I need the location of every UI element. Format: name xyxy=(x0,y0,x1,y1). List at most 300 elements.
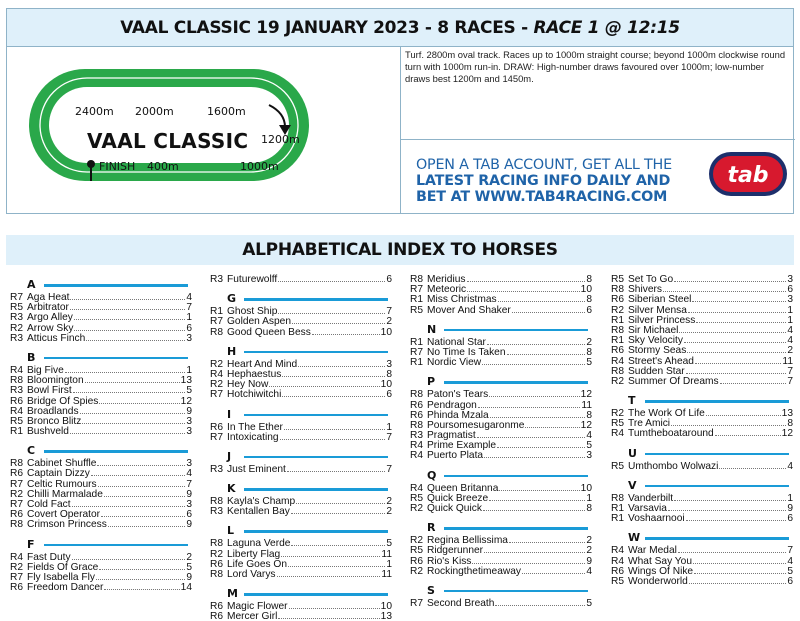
section-letter: T xyxy=(628,394,636,408)
horse-number: 6 xyxy=(787,284,793,296)
dot-leader xyxy=(489,494,585,501)
section-header xyxy=(10,441,192,459)
horse-number: 4 xyxy=(787,324,793,336)
race-number: R7 xyxy=(410,284,424,296)
dot-leader xyxy=(91,469,185,476)
horse-name: Pragmatist xyxy=(427,430,476,442)
race-number: R6 xyxy=(410,555,424,567)
horse-name: Meteoric xyxy=(427,284,467,296)
horse-name: Wonderworld xyxy=(628,575,688,587)
dot-leader xyxy=(74,324,185,331)
horse-name: Second Breath xyxy=(427,597,495,609)
race-number: R1 xyxy=(611,503,625,514)
horse-entry xyxy=(210,390,392,400)
horse-number: 2 xyxy=(586,545,592,557)
horse-entry xyxy=(611,377,793,387)
section-header xyxy=(611,444,793,462)
horse-name: Rio's Kiss xyxy=(427,555,472,567)
horse-name: Big Five xyxy=(27,364,64,376)
dot-leader xyxy=(70,303,185,310)
horse-number: 2 xyxy=(386,316,392,328)
horse-entry xyxy=(410,358,592,368)
horse-name: Quick Quick xyxy=(427,503,482,514)
section-header xyxy=(410,581,592,599)
horse-number: 3 xyxy=(186,415,192,427)
dot-leader xyxy=(688,306,786,313)
horse-number: 5 xyxy=(586,357,592,369)
horse-number: 11 xyxy=(381,569,392,580)
race-header-panel xyxy=(6,8,794,214)
horse-name: Poursomesugaronme xyxy=(427,419,525,431)
dot-leader xyxy=(104,583,179,590)
horse-number: 12 xyxy=(180,395,192,407)
horse-number: 9 xyxy=(186,519,192,531)
race-number: R3 xyxy=(10,332,24,344)
horse-name: National Star xyxy=(427,336,486,348)
horse-name: Bronco Blitz xyxy=(27,415,82,427)
section-letter: K xyxy=(227,482,236,496)
section-rule xyxy=(244,298,388,301)
race-number: R4 xyxy=(10,364,24,376)
race-number: R1 xyxy=(410,336,424,348)
horse-name: Sudden Star xyxy=(628,365,685,377)
horse-name: Lord Varys xyxy=(227,569,276,580)
dot-leader xyxy=(99,563,185,570)
section-header xyxy=(210,342,392,360)
dot-leader xyxy=(483,504,585,511)
dot-leader xyxy=(715,429,781,436)
dot-leader xyxy=(663,285,786,292)
race-number: R5 xyxy=(611,575,625,587)
dot-leader xyxy=(484,451,585,458)
horse-number: 2 xyxy=(186,551,192,563)
horse-name: Life Goes On xyxy=(227,558,288,570)
horse-name: Sir Michael xyxy=(628,324,679,336)
race-number: R8 xyxy=(410,389,424,401)
horse-entry xyxy=(10,334,192,344)
horse-number: 4 xyxy=(586,430,592,442)
race-number: R7 xyxy=(10,292,24,303)
section-rule xyxy=(645,400,789,403)
horse-number: 11 xyxy=(381,548,392,560)
dot-leader xyxy=(467,275,586,282)
horse-number: 6 xyxy=(386,389,392,401)
dot-leader xyxy=(296,497,385,504)
horse-entry xyxy=(210,433,392,443)
horse-number: 9 xyxy=(186,405,192,417)
race-number: R8 xyxy=(210,569,224,580)
horse-name: Heart And Mind xyxy=(227,358,298,370)
race-number: R3 xyxy=(10,385,24,397)
race-number: R6 xyxy=(210,421,224,433)
horse-number: 12 xyxy=(580,389,592,401)
horse-name: Hephaestus xyxy=(227,368,282,380)
dot-leader xyxy=(684,336,786,343)
horse-name: Wings Of Nike xyxy=(628,565,694,577)
dot-leader xyxy=(679,326,786,333)
horse-number: 1 xyxy=(386,558,392,570)
horse-name: Tumtheboataround xyxy=(628,428,714,440)
dot-leader xyxy=(82,417,185,424)
horse-name: Bowl First xyxy=(27,385,72,397)
horse-name: Puerto Plata xyxy=(427,450,484,462)
horse-number: 13 xyxy=(180,375,192,387)
race-number: R7 xyxy=(210,389,224,401)
race-number: R8 xyxy=(611,365,625,377)
dot-leader xyxy=(281,550,380,557)
race-number: R3 xyxy=(210,463,224,475)
section-rule xyxy=(244,456,388,459)
horse-number: 7 xyxy=(386,306,392,318)
horse-number: 12 xyxy=(781,428,793,440)
dot-leader xyxy=(499,484,579,491)
section-header xyxy=(410,518,592,536)
horse-number: 1 xyxy=(787,304,793,316)
dot-leader xyxy=(282,370,385,377)
dot-leader xyxy=(678,546,786,553)
horse-name: Hey Now xyxy=(227,379,269,391)
horse-name: War Medal xyxy=(628,545,677,557)
dot-leader xyxy=(99,397,179,404)
race-number: R7 xyxy=(10,571,24,583)
horse-name: Nordic View xyxy=(427,357,482,369)
horse-entry xyxy=(10,427,192,437)
section-header xyxy=(410,372,592,390)
horse-number: 4 xyxy=(787,555,793,567)
race-number: R4 xyxy=(611,355,625,367)
race-number: R6 xyxy=(10,509,24,521)
section-letter: H xyxy=(227,344,237,358)
horse-name: Quick Breeze xyxy=(427,492,489,504)
horse-entry xyxy=(210,465,392,475)
horse-number: 5 xyxy=(586,440,592,452)
dot-leader xyxy=(719,462,786,469)
race-number: R1 xyxy=(611,335,625,347)
race-number: R2 xyxy=(10,561,24,573)
dot-leader xyxy=(674,494,786,501)
section-letter: N xyxy=(427,322,437,336)
race-number: R6 xyxy=(210,601,224,613)
horse-name: Liberty Flag xyxy=(227,548,281,560)
section-rule xyxy=(444,381,588,384)
race-number: R8 xyxy=(210,538,224,550)
horse-entry xyxy=(210,275,392,285)
dot-leader xyxy=(298,360,385,367)
section-rule xyxy=(244,351,388,354)
section-header xyxy=(210,521,392,539)
horse-name: Stormy Seas xyxy=(628,345,687,357)
race-number: R6 xyxy=(10,395,24,407)
dot-leader xyxy=(288,560,385,567)
race-number: R6 xyxy=(410,409,424,421)
race-number: R2 xyxy=(10,488,24,500)
dot-leader xyxy=(97,459,185,466)
label-2000m: 2000m xyxy=(135,105,174,118)
section-rule xyxy=(44,357,188,360)
horse-number: 3 xyxy=(787,294,793,306)
dot-leader xyxy=(291,539,385,546)
dot-leader xyxy=(467,285,580,292)
horse-number: 2 xyxy=(386,496,392,508)
horse-name: Kentallen Bay xyxy=(227,506,290,518)
horse-number: 6 xyxy=(787,513,793,525)
dot-leader xyxy=(278,275,385,282)
horse-number: 9 xyxy=(186,488,192,500)
horse-number: 8 xyxy=(787,418,793,430)
horse-number: 1 xyxy=(186,312,192,324)
race-number: R4 xyxy=(10,551,24,563)
horse-name: Fields Of Grace xyxy=(27,561,99,573)
horse-name: Prime Example xyxy=(427,440,497,452)
tab-promo[interactable] xyxy=(416,157,672,205)
section-rule xyxy=(44,544,188,547)
horse-name: Silver Princess xyxy=(628,314,696,326)
dot-leader xyxy=(269,380,379,387)
section-header xyxy=(10,348,192,366)
dot-leader xyxy=(482,358,585,365)
race-number: R1 xyxy=(210,306,224,318)
section-spacer xyxy=(611,587,793,591)
horse-number: 8 xyxy=(586,294,592,306)
race-number: R5 xyxy=(611,274,625,285)
horse-name: Siberian Steel xyxy=(628,294,692,306)
race-number: R4 xyxy=(611,545,625,557)
horse-name: The Work Of Life xyxy=(628,408,705,420)
dot-leader xyxy=(287,465,385,472)
horse-number: 14 xyxy=(180,582,192,594)
horse-name: Umthombo Wolwazi xyxy=(628,460,719,472)
section-letter: F xyxy=(27,537,35,551)
horse-name: Laguna Verde xyxy=(227,538,291,550)
race-number: R1 xyxy=(410,294,424,306)
section-letter: P xyxy=(427,375,436,389)
dot-leader xyxy=(98,480,186,487)
race-number: R2 xyxy=(611,375,625,387)
race-number: R6 xyxy=(10,468,24,480)
section-letter: G xyxy=(227,292,237,306)
horse-number: 8 xyxy=(586,274,592,285)
dot-leader xyxy=(512,306,586,313)
dot-leader xyxy=(74,313,185,320)
dot-leader xyxy=(495,599,585,606)
horse-name: Fly Isabella Fly xyxy=(27,571,95,583)
race-number: R1 xyxy=(10,426,24,438)
dot-leader xyxy=(85,376,180,383)
dot-leader xyxy=(104,490,185,497)
dot-leader xyxy=(522,567,585,574)
dot-leader xyxy=(489,390,579,397)
horse-number: 13 xyxy=(781,408,793,420)
dot-leader xyxy=(686,367,787,374)
race-number: R8 xyxy=(10,458,24,470)
horse-number: 5 xyxy=(586,597,592,609)
horse-entry xyxy=(611,514,793,524)
race-number: R1 xyxy=(611,314,625,326)
horse-number: 7 xyxy=(386,463,392,475)
horse-number: 8 xyxy=(586,409,592,421)
horse-entry xyxy=(611,462,793,472)
horse-number: 6 xyxy=(186,509,192,521)
horse-number: 6 xyxy=(186,322,192,334)
horse-number: 7 xyxy=(386,431,392,443)
race-number: R2 xyxy=(611,304,625,316)
horse-entry xyxy=(611,577,793,587)
horse-name: What Say You xyxy=(628,555,692,567)
race-number: R4 xyxy=(410,440,424,452)
dot-leader xyxy=(278,307,385,314)
dot-leader xyxy=(706,409,781,416)
horse-number: 7 xyxy=(186,302,192,314)
dot-leader xyxy=(278,612,379,619)
dot-leader xyxy=(686,514,787,521)
horse-number: 7 xyxy=(787,545,793,557)
promo-line-3[interactable]: BET AT WWW.TAB4RACING.COM xyxy=(416,189,668,205)
tab-logo-text: tab xyxy=(727,163,769,188)
dot-leader xyxy=(509,536,585,543)
horse-name: Street's Ahead xyxy=(628,355,694,367)
horse-number: 5 xyxy=(186,561,192,573)
race-number: R2 xyxy=(410,565,424,577)
section-rule xyxy=(244,530,388,533)
index-column-1 xyxy=(10,275,192,597)
race-number: R8 xyxy=(611,324,625,336)
race-number: R2 xyxy=(210,358,224,370)
horse-entry xyxy=(210,328,392,338)
section-rule xyxy=(444,475,588,478)
label-1600m: 1600m xyxy=(207,105,246,118)
horse-name: Atticus Finch xyxy=(27,332,86,344)
horse-entry xyxy=(410,567,592,577)
index-column-4 xyxy=(611,275,793,591)
label-400m: 400m xyxy=(147,160,179,173)
dot-leader xyxy=(497,441,585,448)
index-column-3 xyxy=(410,275,592,613)
horse-name: Kayla's Champ xyxy=(227,496,296,508)
section-header xyxy=(10,535,192,553)
horse-name: Phinda Mzala xyxy=(427,409,489,421)
race-number: R6 xyxy=(210,611,224,621)
horse-number: 13 xyxy=(380,611,392,621)
section-header xyxy=(210,289,392,307)
race-number: R6 xyxy=(611,565,625,577)
horse-number: 9 xyxy=(586,555,592,567)
tab-logo[interactable] xyxy=(707,149,789,199)
horse-name: Intoxicating xyxy=(227,431,279,443)
horse-name: Rockingthetimeaway xyxy=(427,565,521,577)
race-number: R5 xyxy=(10,302,24,314)
dot-leader xyxy=(101,510,185,517)
race-number: R8 xyxy=(611,284,625,296)
dot-leader xyxy=(284,423,385,430)
horse-name: Arbitrator xyxy=(27,302,69,314)
section-rule xyxy=(244,593,388,596)
dot-leader xyxy=(484,546,585,553)
dot-leader xyxy=(291,507,385,514)
horse-number: 10 xyxy=(580,284,592,296)
horse-name: Cabinet Shuffle xyxy=(27,458,97,470)
index-title: ALPHABETICAL INDEX TO HORSES xyxy=(6,235,794,265)
race-number: R1 xyxy=(611,513,625,525)
race-number: R8 xyxy=(10,375,24,387)
race-number: R3 xyxy=(10,312,24,324)
horse-name: Tre Amici xyxy=(628,418,671,430)
section-rule xyxy=(645,485,789,488)
dot-leader xyxy=(72,553,186,560)
dot-leader xyxy=(498,295,586,302)
race-number: R4 xyxy=(10,405,24,417)
section-letter: I xyxy=(227,407,232,421)
horse-name: Just Eminent xyxy=(227,463,286,475)
horse-name: Fast Duty xyxy=(27,551,71,563)
race-number: R7 xyxy=(10,499,24,510)
dot-leader xyxy=(292,317,385,324)
race-number: R4 xyxy=(611,555,625,567)
section-rule xyxy=(444,329,588,332)
horse-name: Vanderbilt xyxy=(628,492,674,504)
horse-number: 9 xyxy=(186,571,192,583)
race-number: R3 xyxy=(410,430,424,442)
race-number: R1 xyxy=(410,357,424,369)
section-header xyxy=(210,447,392,465)
label-2400m: 2400m xyxy=(75,105,114,118)
dot-leader xyxy=(289,602,380,609)
horse-name: Golden Aspen xyxy=(227,316,292,328)
horse-number: 4 xyxy=(586,565,592,577)
track-map xyxy=(7,47,401,213)
section-rule xyxy=(244,488,388,491)
horse-name: Freedom Dancer xyxy=(27,582,104,594)
section-header xyxy=(10,275,192,293)
horse-number: 3 xyxy=(586,450,592,462)
dot-leader xyxy=(108,520,186,527)
horse-number: 11 xyxy=(782,355,793,367)
section-letter: A xyxy=(27,278,36,291)
race-time-title: RACE 1 @ 12:15 xyxy=(533,18,680,38)
horse-number: 3 xyxy=(186,458,192,470)
section-letter: V xyxy=(628,478,637,492)
horse-number: 2 xyxy=(586,336,592,348)
horse-entry xyxy=(10,520,192,530)
horse-name: Crimson Princess xyxy=(27,519,107,531)
horse-name: Bloomington xyxy=(27,375,84,387)
horse-number: 4 xyxy=(787,460,793,472)
horse-number: 8 xyxy=(586,503,592,514)
horse-number: 12 xyxy=(580,419,592,431)
section-header xyxy=(611,476,793,494)
horse-number: 7 xyxy=(787,375,793,387)
race-number: R6 xyxy=(611,345,625,357)
section-letter: L xyxy=(227,524,235,538)
dot-leader xyxy=(671,419,786,426)
horse-entry xyxy=(410,504,592,514)
horse-name: Bushveld xyxy=(27,426,69,438)
section-letter: B xyxy=(27,350,36,364)
horse-number: 11 xyxy=(581,399,592,411)
race-number: R5 xyxy=(611,418,625,430)
horse-number: 1 xyxy=(586,492,592,504)
dot-leader xyxy=(689,577,786,584)
race-number: R5 xyxy=(410,492,424,504)
horse-name: Silver Mensa xyxy=(628,304,687,316)
horse-number: 3 xyxy=(186,426,192,438)
dot-leader xyxy=(472,557,585,564)
dot-leader xyxy=(72,500,186,507)
horse-name: Miss Christmas xyxy=(427,294,497,306)
horse-number: 1 xyxy=(386,421,392,433)
horse-number: 10 xyxy=(380,326,392,338)
horse-number: 3 xyxy=(186,499,192,510)
horse-name: No Time Is Taken xyxy=(427,346,506,358)
